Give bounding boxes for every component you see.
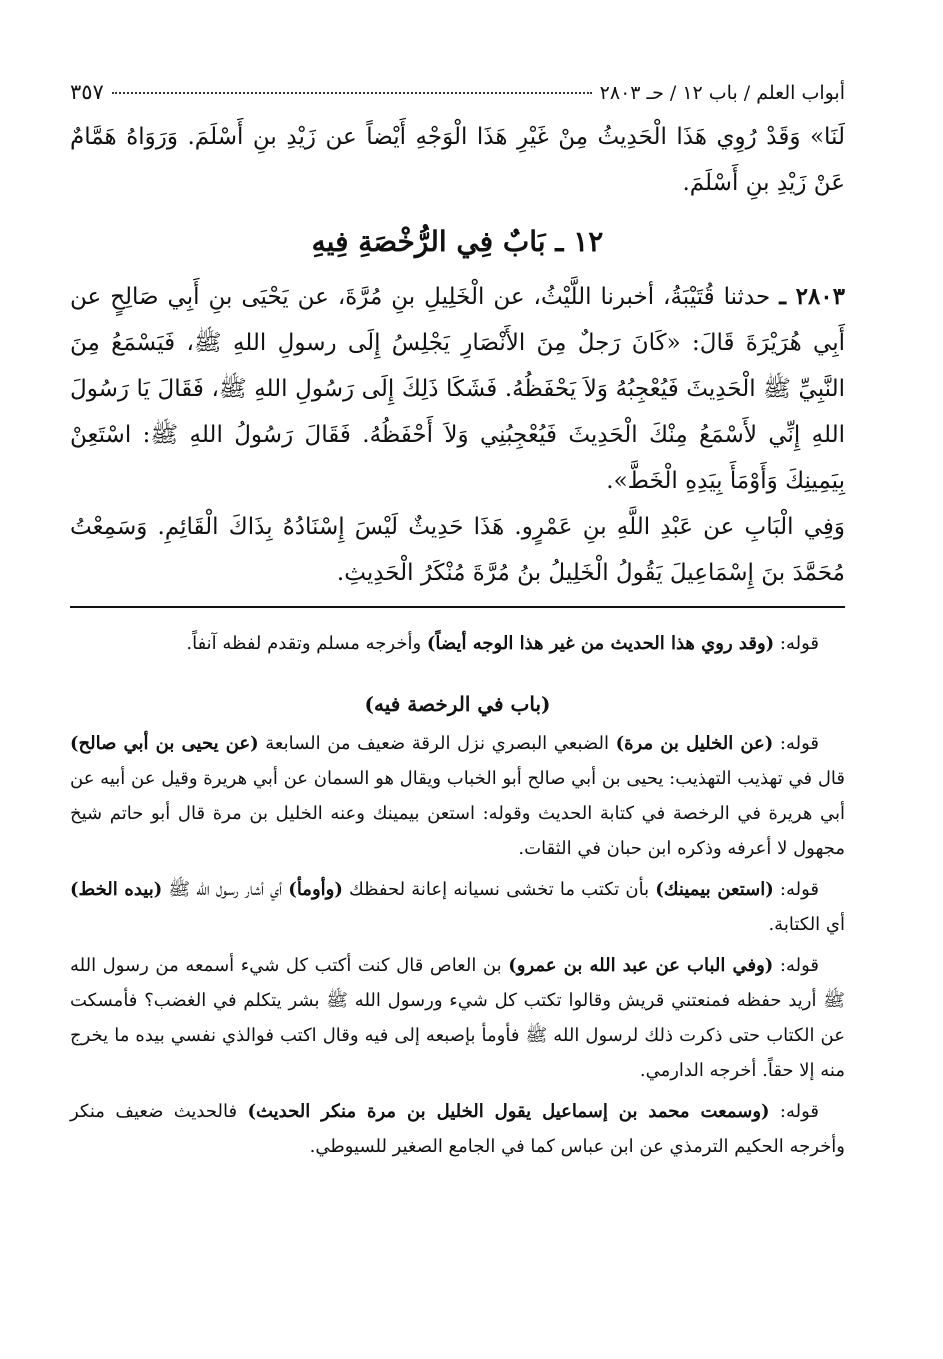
main-text	[70, 114, 845, 596]
header-dot-leader	[112, 92, 592, 94]
intro-paragraph: لَنَا» وَقَدْ رُوِي هَذَا الْحَدِيثُ مِنْ غَيْرِ هَذَا الْوَجْهِ أَيْضاً عن زَيْدِ بنِ أَسْلَمَ. وَرَوَاهُ هَمَّامٌ عَنْ زَيْدِ بنِ أَسْلَمَ.	[70, 124, 845, 196]
commentary-paragraph-1	[70, 626, 845, 661]
running-title: أبواب العلم / باب ١٢ / حـ ٢٨٠٣	[599, 82, 845, 104]
commentary-lead: قوله:	[774, 633, 819, 654]
commentary-quote: (استعن بيمينك)	[655, 879, 774, 900]
commentary-lead: قوله:	[773, 879, 819, 900]
commentary-text: قال في تهذيب التهذيب: يحيى بن أبي صالح أبو الخباب ويقال هو السمان عن أبي هريرة وقيل عن أبيه عن أبي هريرة في الرخصة في كتابة الحديث وقوله: استعن بيمينك وعنه الخليل بن مرة قال أبو حاتم شيخ مجهول لا أعرفه وذكره ابن حبان في الثقات.	[70, 768, 845, 859]
commentary-quote: (عن يحيى بن أبي صالح)	[70, 733, 259, 754]
commentary-paragraph-4	[70, 948, 845, 1088]
commentary-text: الضبعي البصري نزل الرقة ضعيف من السابعة	[258, 733, 616, 754]
hadith-number: ٢٨٠٣ ـ	[779, 283, 846, 310]
commentary-quote: (عن الخليل بن مرة)	[615, 733, 774, 754]
closing-paragraph: وَفِي الْبَابِ عن عَبْدِ اللَّهِ بنِ عَمْرٍو. هَذَا حَدِيثٌ لَيْسَ إِسْنَادُهُ بِذَاكَ الْقَائِمِ. وَسَمِعْتُ مُحَمَّدَ بنَ إِسْمَاعِيلَ يَقُولُ الْخَلِيلُ بنُ مُرَّةَ مُنْكَرُ الْحَدِيثِ.	[70, 514, 845, 586]
commentary-quote: (وأومأ)	[288, 879, 343, 900]
commentary-text: بأن تكتب ما تخشى نسيانه إعانة لحفظك	[342, 879, 656, 900]
commentary-text: أي الكتابة.	[768, 914, 845, 935]
commentary-text: بن العاص قال كنت أكتب كل شيء أسمعه من رسول الله ﷺ أريد حفظه فمنعتني قريش وقالوا تكتب كل شيء ورسول الله ﷺ بشر يتكلم في الغضب؟ فأمسكت عن الكتاب حتى ذكرت ذلك لرسول الله ﷺ فأومأ بإصبعه إلى فيه وقال اكتب فوالذي نفسي بيده ما يخرج منه إلا حقاً. أخرجه الدارمي.	[70, 955, 845, 1081]
hadith-paragraph	[70, 274, 845, 504]
commentary-lead: قوله:	[769, 1101, 820, 1122]
commentary-quote: (وقد روي هذا الحديث من غير هذا الوجه أيضاً)	[426, 633, 775, 654]
chapter-title: ١٢ ـ بَابٌ فِي الرُّخْصَةِ فِيهِ	[311, 225, 604, 258]
book-page	[70, 80, 845, 1170]
commentary	[70, 626, 845, 1164]
page-number: ٣٥٧	[70, 80, 104, 104]
page-header	[70, 80, 845, 114]
commentary-paragraph-2	[70, 726, 845, 866]
commentary-paragraph-5	[70, 1094, 845, 1164]
commentary-quote: (وسمعت محمد بن إسماعيل يقول الخليل بن مرة منكر الحديث)	[247, 1101, 770, 1122]
commentary-text: فالحديث ضعيف منكر وأخرجه الحكيم الترمذي عن ابن عباس كما في الجامع الصغير للسيوطي.	[70, 1101, 845, 1157]
commentary-paragraph-3	[70, 872, 845, 942]
footnote-divider	[70, 606, 845, 608]
commentary-quote: (بيده الخط)	[70, 879, 163, 900]
commentary-lead: قوله:	[773, 733, 819, 754]
commentary-text: أي أشار رسول الله ﷺ	[162, 879, 289, 900]
commentary-text: وأخرجه مسلم وتقدم لفظه آنفاً.	[186, 633, 427, 654]
hadith-text: حدثنا قُتَيْبَةُ، أخبرنا اللَّيْثُ، عن الْخَلِيلِ بنِ مُرَّةَ، عن يَحْيَى بنِ أَبِي صَالِحٍ عن أَبِي هُرَيْرَةَ قَالَ: «كَانَ رَجلٌ مِنَ الأَنْصَارِ يَجْلِسُ إِلَى رسولِ اللهِ ﷺ، فَيَسْمَعُ مِنَ النَّبِيِّ ﷺ الْحَدِيثَ فَيُعْجِبُهُ وَلاَ يَحْفَظُهُ. فَشَكَا ذَلِكَ إِلَى رَسُولِ اللهِ ﷺ، فَقَالَ يَا رَسُولَ اللهِ إِنِّي لأَسْمَعُ مِنْكَ الْحَدِيثَ فَيُعْجِبُنِي وَلاَ أَحْفَظُهُ. فَقَالَ رَسُولُ اللهِ ﷺ: اسْتَعِنْ بِيَمِينِكَ وَأَوْمَأَ بِيَدِهِ الْخَطَّ».	[70, 284, 845, 494]
commentary-section-title: (باب في الرخصة فيه)	[364, 692, 551, 716]
commentary-lead: قوله:	[773, 955, 820, 976]
commentary-quote: (وفي الباب عن عبد الله بن عمرو)	[508, 955, 774, 976]
